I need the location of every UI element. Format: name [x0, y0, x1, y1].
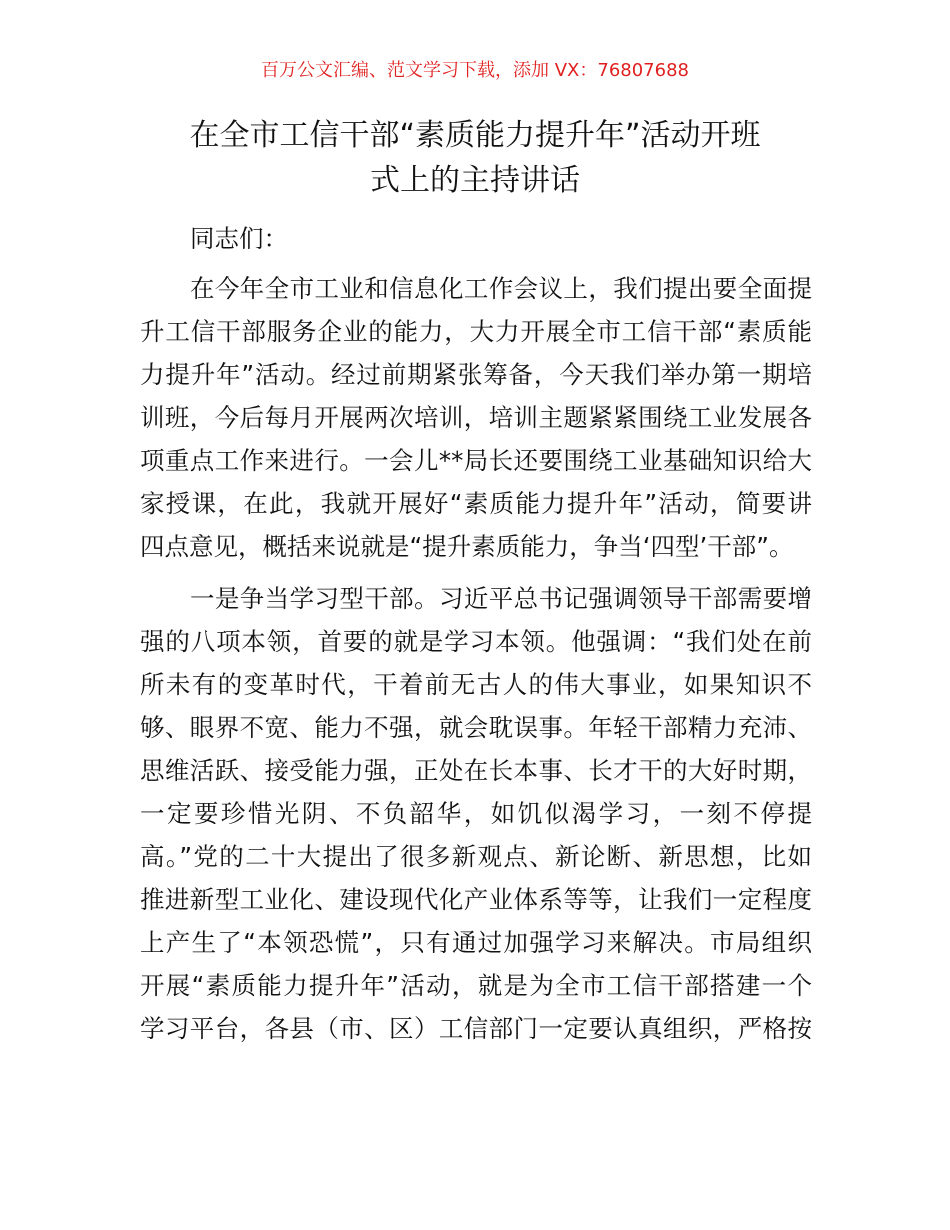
text-line: 力提升年”活动。经过前期紧张筹备，今天我们举办第一期培 — [140, 360, 812, 389]
text-line: 学习平台，各县（市、区）工信部门一定要认真组织，严格按 — [140, 1014, 812, 1043]
text-line: 推进新型工业化、建设现代化产业体系等等，让我们一定程度 — [140, 885, 812, 914]
text-line: 一定要珍惜光阴、不负韶华，如饥似渴学习，一刻不停提 — [140, 799, 812, 828]
text-line: 上产生了“本领恐慌”，只有通过加强学习来解决。市局组织 — [140, 928, 812, 957]
text-line: 够、眼界不宽、能力不强，就会耽误事。年轻干部精力充沛、 — [140, 713, 812, 742]
text-line: 强的八项本领，首要的就是学习本领。他强调：“我们处在前 — [140, 627, 812, 656]
salutation-text: 同志们： — [190, 224, 288, 253]
text-line: 升工信干部服务企业的能力，大力开展全市工信干部“素质能 — [140, 317, 812, 346]
document-title — [120, 113, 830, 203]
paragraph-2 — [140, 577, 812, 1050]
text-line: 家授课，在此，我就开展好“素质能力提升年”活动，简要讲 — [140, 489, 812, 518]
text-line: 一是争当学习型干部。习近平总书记强调领导干部需要增 — [190, 584, 812, 613]
paragraph-1 — [140, 267, 812, 568]
header-watermark-banner: 百万公文汇编、范文学习下载，添加 VX：76807688 — [261, 60, 689, 81]
salutation — [140, 217, 812, 260]
text-line: 在今年全市工业和信息化工作会议上，我们提出要全面提 — [190, 274, 812, 303]
text-line: 开展“素质能力提升年”活动，就是为全市工信干部搭建一个 — [140, 971, 812, 1000]
title-line: 在全市工信干部“素质能力提升年”活动开班 — [189, 118, 761, 153]
text-line: 训班，今后每月开展两次培训，培训主题紧紧围绕工业发展各 — [140, 403, 812, 432]
text-line: 高。”党的二十大提出了很多新观点、新论断、新思想，比如 — [140, 842, 812, 871]
title-line: 式上的主持讲话 — [370, 163, 580, 198]
text-line: 思维活跃、接受能力强，正处在长本事、长才干的大好时期， — [140, 756, 812, 785]
text-line: 所未有的变革时代，干着前无古人的伟大事业，如果知识不 — [140, 670, 812, 699]
text-line: 项重点工作来进行。一会儿**局长还要围绕工业基础知识给大 — [140, 446, 812, 475]
text-line: 四点意见，概括来说就是“提升素质能力，争当‘四型’干部”。 — [140, 532, 794, 561]
